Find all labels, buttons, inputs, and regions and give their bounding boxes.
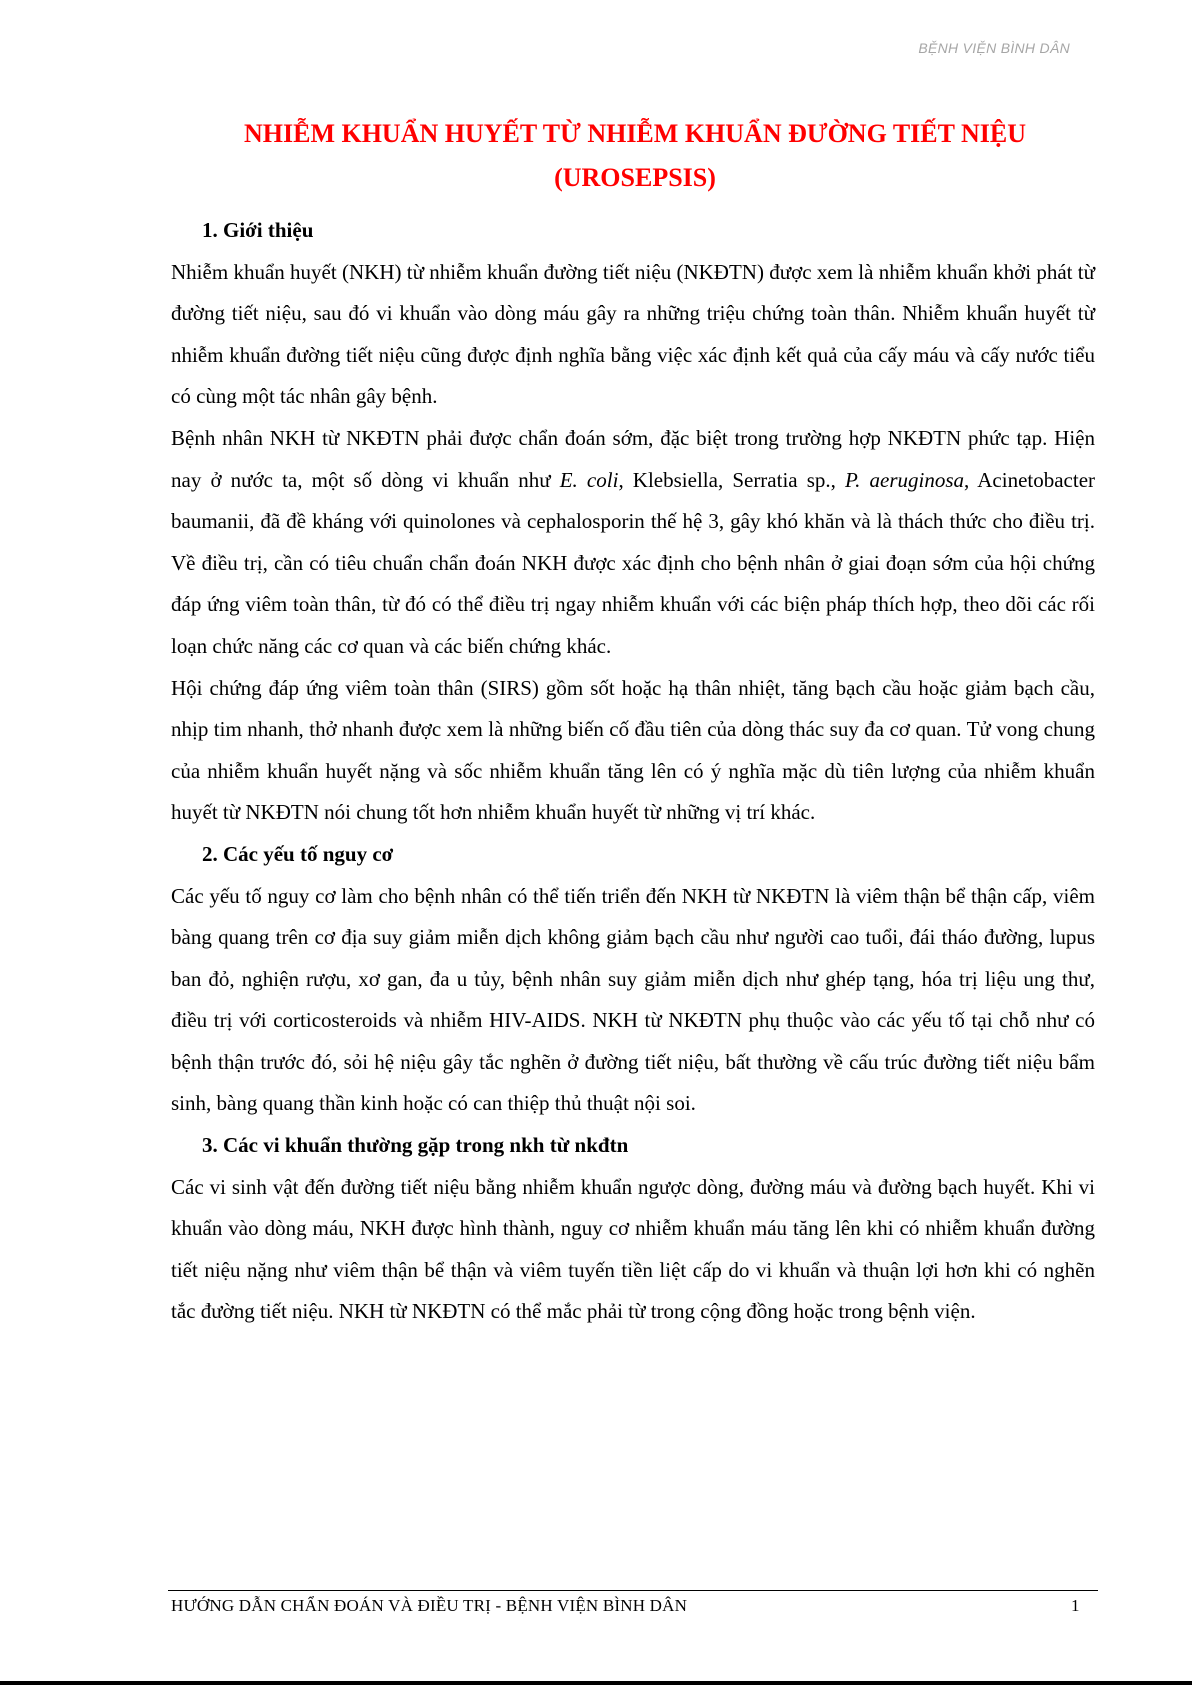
species-name-italic: E. coli — [559, 467, 619, 492]
document-title — [170, 112, 1100, 200]
paragraph: Các yếu tố nguy cơ làm cho bệnh nhân có thể tiến triển đến NKH từ NKĐTN là viêm thận bể thận cấp, viêm bàng quang trên cơ địa suy giảm miễn dịch không giảm bạch cầu như người cao tuổi, đái tháo đường, lupus ban đỏ, nghiện rượu, xơ gan, đa u tủy, bệnh nhân suy giảm miễn dịch như ghép tạng, hóa trị liệu ung thư, điều trị với corticosteroids và nhiễm HIV-AIDS. NKH từ NKĐTN phụ thuộc vào các yếu tố tại chỗ như có bệnh thận trước đó, sỏi hệ niệu gây tắc nghẽn ở đường tiết niệu, bất thường về cấu trúc đường tiết niệu bẩm sinh, bàng quang thần kinh hoặc có can thiệp thủ thuật nội soi. — [171, 883, 1095, 1116]
title-line-2: (UROSEPSIS) — [554, 163, 716, 192]
page-number: 1 — [1071, 1596, 1080, 1615]
title-line-1: NHIỄM KHUẨN HUYẾT TỪ NHIỄM KHUẨN ĐƯỜNG TIẾT NIỆU — [243, 119, 1027, 148]
paragraph: Các vi sinh vật đến đường tiết niệu bằng nhiễm khuẩn ngược dòng, đường máu và đường bạch huyết. Khi vi khuẩn vào dòng máu, NKH được hình thành, nguy cơ nhiễm khuẩn máu tăng lên khi có nhiễm khuẩn đường tiết niệu nặng như viêm thận bể thận và viêm tuyến tiền liệt cấp do vi khuẩn và thuận lợi hơn khi có nghẽn tắc đường tiết niệu. NKH từ NKĐTN có thể mắc phải từ trong cộng đồng hoặc trong bệnh viện. — [171, 1174, 1095, 1324]
paragraph-text: , Acinetobacter baumanii, đã đề kháng với quinolones và cephalosporin thế hệ 3, gây khó khăn và là thách thức cho điều trị. Về điều trị, cần có tiêu chuẩn chẩn đoán NKH được xác định cho bệnh nhân ở giai đoạn sớm của hội chứng đáp ứng viêm toàn thân, từ đó có thể điều trị ngay nhiễm khuẩn với các biện pháp thích hợp, theo dõi các rối loạn chức năng các cơ quan và các biến chứng khác. — [171, 467, 1096, 658]
footer-title: HƯỚNG DẪN CHẨN ĐOÁN VÀ ĐIỀU TRỊ - BỆNH VIỆN BÌNH DÂN — [171, 1596, 688, 1615]
section-heading-common-bacteria: 3. Các vi khuẩn thường gặp trong nkh từ nkđtn — [202, 1133, 629, 1158]
document-body — [171, 210, 1095, 1333]
section-heading-risk-factors: 2. Các yếu tố nguy cơ — [202, 841, 394, 866]
paragraph — [171, 418, 1095, 668]
paragraph: Hội chứng đáp ứng viêm toàn thân (SIRS) gồm sốt hoặc hạ thân nhiệt, tăng bạch cầu hoặc giảm bạch cầu, nhịp tim nhanh, thở nhanh được xem là những biến cố đầu tiên của dòng thác suy đa cơ quan. Tử vong chung của nhiễm khuẩn huyết nặng và sốc nhiễm khuẩn tăng lên có ý nghĩa mặc dù tiên lượng của nhiễm khuẩn huyết từ NKĐTN nói chung tốt hơn nhiễm khuẩn huyết từ những vị trí khác. — [171, 675, 1095, 825]
header-organization: BỆNH VIỆN BÌNH DÂN — [918, 40, 1070, 56]
paragraph-text: Bệnh nhân NKH từ NKĐTN phải được chẩn đoán sớm, đặc biệt trong trường hợp NKĐTN phức tạp. Hiện nay ở nước ta, một số dòng vi khuẩn như — [171, 425, 1095, 492]
paragraph: Nhiễm khuẩn huyết (NKH) từ nhiễm khuẩn đường tiết niệu (NKĐTN) được xem là nhiễm khuẩn khởi phát từ đường tiết niệu, sau đó vi khuẩn vào dòng máu gây ra những triệu chứng toàn thân. Nhiễm khuẩn huyết từ nhiễm khuẩn đường tiết niệu cũng được định nghĩa bằng việc xác định kết quả của cấy máu và cấy nước tiểu có cùng một tác nhân gây bệnh. — [171, 259, 1095, 409]
page-bottom-edge — [0, 1681, 1192, 1685]
section-heading-introduction: 1. Giới thiệu — [202, 218, 314, 242]
species-name-italic: P. aeruginosa — [845, 467, 965, 492]
paragraph-text: , Klebsiella, Serratia sp., — [618, 467, 846, 492]
footer-divider — [168, 1590, 1098, 1591]
